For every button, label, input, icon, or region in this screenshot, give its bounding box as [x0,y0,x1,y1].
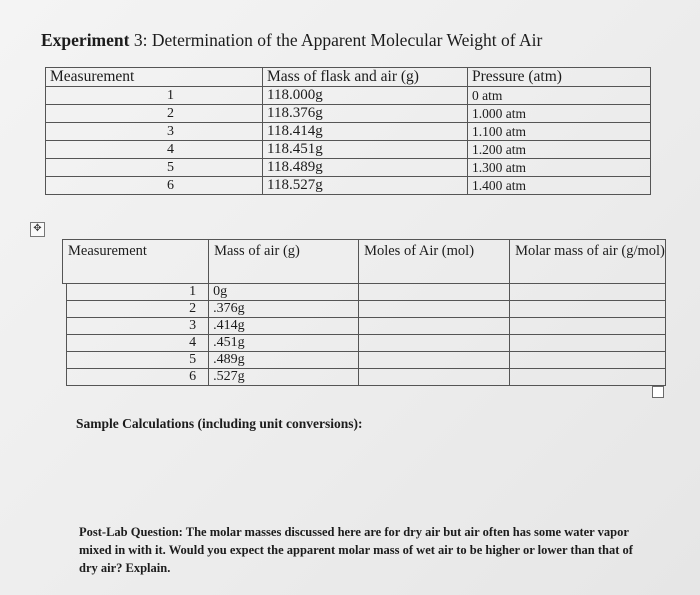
table-row [63,335,666,352]
header-measurement: Measurement [63,240,209,284]
table-row [46,87,651,105]
mass-cell[interactable]: 118.451g [263,141,468,159]
table-row [46,159,651,177]
table-row [63,318,666,335]
title-bold: Experiment [41,30,130,50]
measurement-cell[interactable]: 5 [66,352,209,369]
mass-cell[interactable]: 118.527g [263,177,468,195]
measurement-cell[interactable]: 2 [46,105,263,123]
pressure-cell[interactable]: 1.200 atm [468,141,651,159]
mass-cell[interactable]: 118.489g [263,159,468,177]
moles-cell[interactable] [359,318,510,335]
table-row [63,352,666,369]
moles-cell[interactable] [359,301,510,318]
measurement-cell[interactable]: 3 [46,123,263,141]
header-measurement: Measurement [46,68,263,87]
molar-mass-cell[interactable] [510,352,666,369]
header-pressure: Pressure (atm) [468,68,651,87]
mass-cell[interactable]: 118.414g [263,123,468,141]
header-mass-air: Mass of air (g) [209,240,359,284]
measurement-cell[interactable]: 6 [46,177,263,195]
mass-air-cell[interactable]: .414g [209,318,359,335]
molar-mass-cell[interactable] [510,284,666,301]
page-title [41,30,542,51]
molar-mass-table [62,239,666,386]
table-row [46,105,651,123]
mass-cell[interactable]: 118.000g [263,87,468,105]
table-row [46,123,651,141]
sample-calculations-heading: Sample Calculations (including unit conversions): [76,416,363,431]
table-row [46,177,651,195]
pressure-cell[interactable]: 1.400 atm [468,177,651,195]
table-header-row [46,68,651,87]
header-mass-flask-air: Mass of flask and air (g) [263,68,468,87]
mass-air-cell[interactable]: .489g [209,352,359,369]
mass-air-cell[interactable]: .527g [209,369,359,386]
table-row [63,301,666,318]
title-rest: 3: Determination of the Apparent Molecular Weight of Air [129,30,543,50]
pressure-cell[interactable]: 0 atm [468,87,651,105]
post-lab-question: Post-Lab Question: The molar masses discussed here are for dry air but air often has some water vapor mixed in with it. Would you expect the apparent molar mass of wet air to be higher or lower than that of dry air? Explain. [79,525,633,575]
measurement-cell[interactable]: 1 [46,87,263,105]
mass-cell[interactable]: 118.376g [263,105,468,123]
mass-air-cell[interactable]: .451g [209,335,359,352]
table-row [63,369,666,386]
measurement-cell[interactable]: 3 [66,318,209,335]
mass-air-cell[interactable]: 0g [209,284,359,301]
moles-cell[interactable] [359,352,510,369]
table-header-row [63,240,666,284]
molar-mass-cell[interactable] [510,318,666,335]
moles-cell[interactable] [359,335,510,352]
measurement-cell[interactable]: 6 [66,369,209,386]
molar-mass-cell[interactable] [510,369,666,386]
moles-cell[interactable] [359,369,510,386]
mass-air-cell[interactable]: .376g [209,301,359,318]
table-resize-handle[interactable] [652,386,664,398]
pressure-cell[interactable]: 1.000 atm [468,105,651,123]
measurement-cell[interactable]: 1 [66,284,209,301]
pressure-cell[interactable]: 1.100 atm [468,123,651,141]
measurement-cell[interactable]: 4 [66,335,209,352]
measurement-cell[interactable]: 4 [46,141,263,159]
moles-cell[interactable] [359,284,510,301]
molar-mass-cell[interactable] [510,301,666,318]
pressure-cell[interactable]: 1.300 atm [468,159,651,177]
header-molar-mass: Molar mass of air (g/mol) [510,240,666,284]
molar-mass-cell[interactable] [510,335,666,352]
table-row [46,141,651,159]
header-moles-air: Moles of Air (mol) [359,240,510,284]
table-row [63,284,666,301]
measurement-cell[interactable]: 5 [46,159,263,177]
table-move-handle-icon[interactable]: ✥ [30,222,45,237]
flask-mass-table [45,67,651,195]
measurement-cell[interactable]: 2 [66,301,209,318]
